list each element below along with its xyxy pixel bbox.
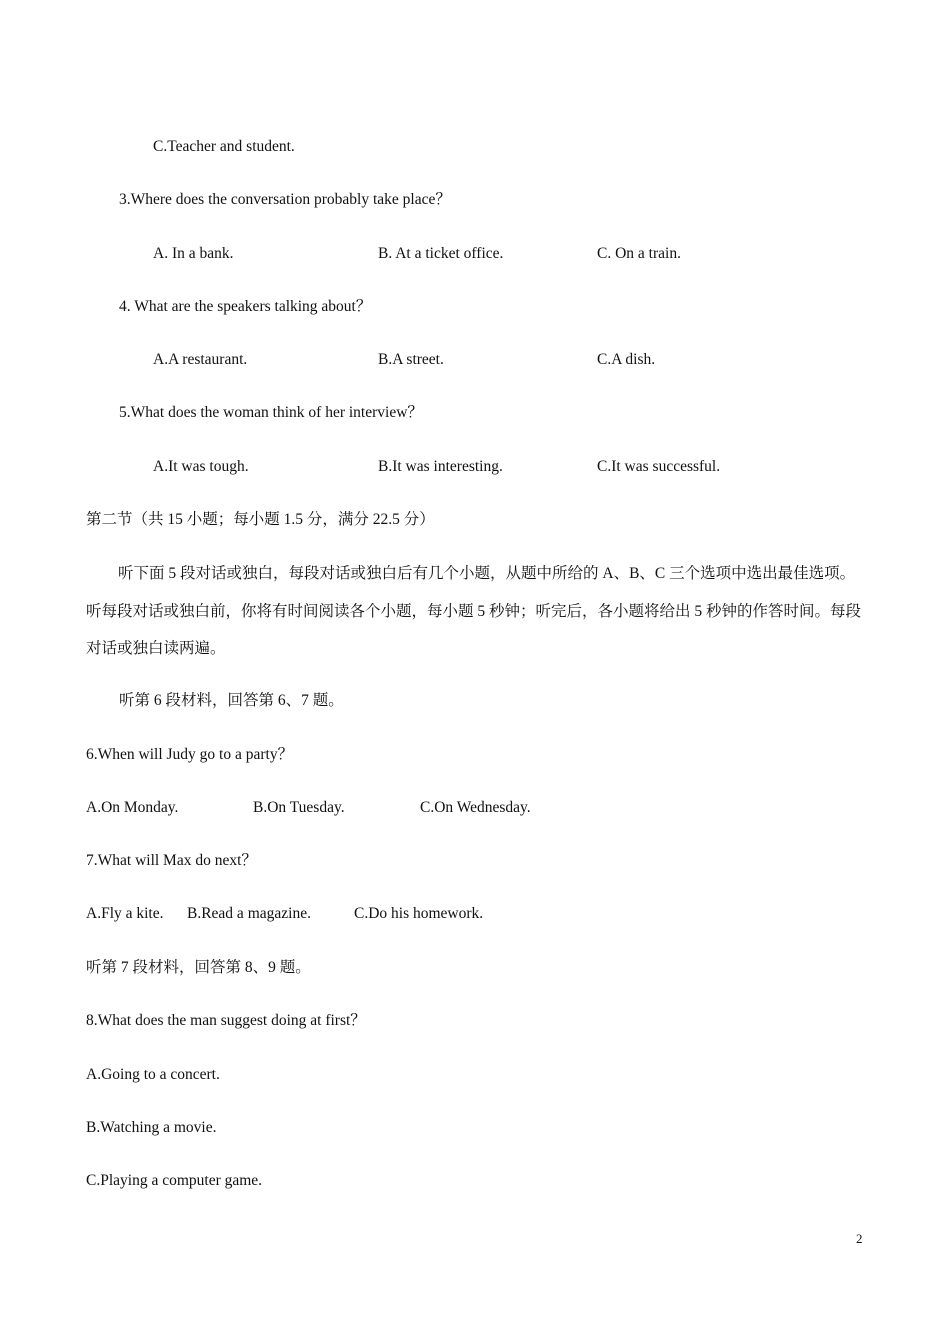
section2-instructions-text: 听下面 5 段对话或独白，每段对话或独白后有几个小题，从题中所给的 A、B、C 三个选项中选出最佳选项。听每段对话或独白前，你将有时间阅读各个小题，每小题 5 秒钟；听完后，各小题将给出 5 秒钟的作答时间。每段对话或独白读两遍。	[86, 565, 862, 657]
q3-option-a: A. In a bank.	[153, 245, 234, 262]
q7-option-c: C.Do his homework.	[354, 905, 484, 922]
section2-heading: 第二节（共 15 小题；每小题 1.5 分，满分 22.5 分）	[86, 511, 435, 528]
q6-option-c: C.On Wednesday.	[420, 799, 531, 816]
q6-option-b: B.On Tuesday.	[253, 799, 345, 816]
q6-option-a: A.On Monday.	[86, 799, 179, 816]
passage7-label: 听第 7 段材料，回答第 8、9 题。	[86, 959, 311, 976]
q7-question: 7.What will Max do next？	[86, 852, 257, 869]
page-number: 2	[856, 1231, 863, 1246]
q4-question: 4. What are the speakers talking about？	[119, 298, 372, 315]
q3-question: 3.Where does the conversation probably take place？	[119, 191, 451, 208]
q8-option-c: C.Playing a computer game.	[86, 1172, 263, 1189]
q5-option-a: A.It was tough.	[153, 458, 249, 475]
q5-question: 5.What does the woman think of her interview？	[119, 404, 423, 421]
q3-option-b: B. At a ticket office.	[378, 245, 504, 262]
q4-option-c: C.A dish.	[597, 351, 656, 368]
q8-option-a: A.Going to a concert.	[86, 1066, 220, 1083]
section2-instructions	[86, 555, 862, 668]
q6-question: 6.When will Judy go to a party？	[86, 746, 294, 763]
q4-option-a: A.A restaurant.	[153, 351, 248, 368]
passage6-label: 听第 6 段材料，回答第 6、7 题。	[119, 692, 344, 709]
q8-option-b: B.Watching a movie.	[86, 1119, 217, 1136]
q5-option-b: B.It was interesting.	[378, 458, 503, 475]
q8-question: 8.What does the man suggest doing at first？	[86, 1012, 366, 1029]
q5-option-c: C.It was successful.	[597, 458, 721, 475]
q3-option-c: C. On a train.	[597, 245, 681, 262]
q7-option-a: A.Fly a kite.	[86, 905, 164, 922]
q4-option-b: B.A street.	[378, 351, 444, 368]
q7-option-b: B.Read a magazine.	[187, 905, 311, 922]
q2-option-c: C.Teacher and student.	[153, 138, 295, 155]
